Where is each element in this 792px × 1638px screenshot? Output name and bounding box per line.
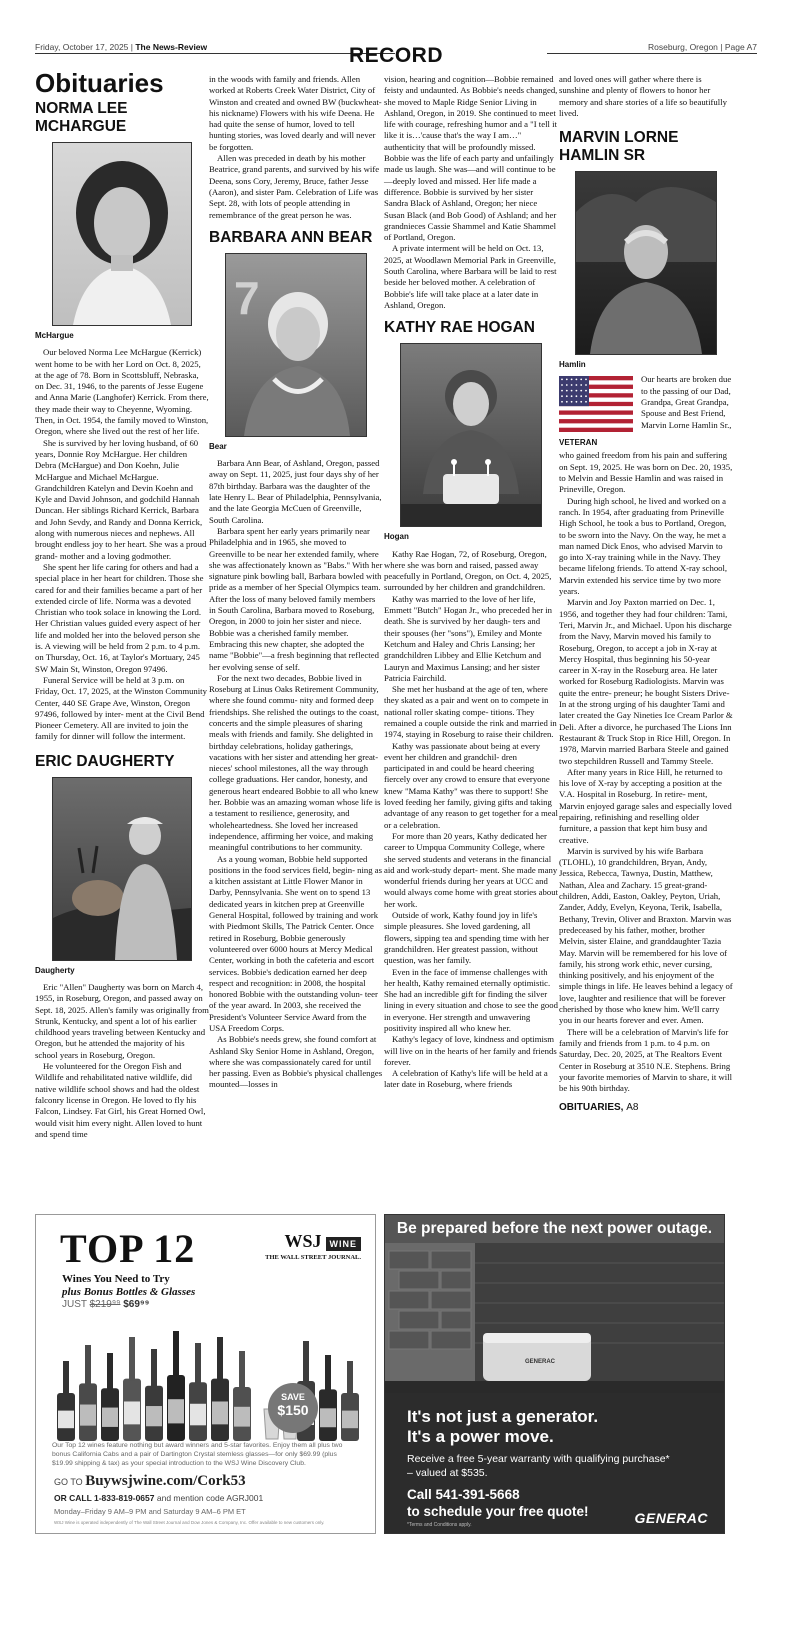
ad-wsj-call-line bbox=[54, 1493, 263, 1503]
daugherty-p1: Eric "Allen" Daugherty was born on March 4, 1955, in Roseburg, Oregon, and passed away on Sept. 18, 2025. Allen's family was originally from Strunk, Kentucky, and spent a lot of his earlier childhood years traveling between Kentucky and Oregon, but he attended the majority of his school years in Roseburg, Oregon. bbox=[35, 981, 209, 1060]
ad-generac-headline2: It's a power move. bbox=[407, 1427, 554, 1446]
column-4 bbox=[559, 74, 733, 1114]
flag-star bbox=[566, 401, 568, 403]
caption-daugherty: Daugherty bbox=[35, 965, 75, 975]
column-1 bbox=[35, 70, 209, 1140]
flag-star bbox=[576, 390, 578, 392]
flag-stripe bbox=[559, 420, 633, 425]
flag-star bbox=[571, 390, 573, 392]
daugherty-cont-p2: Allen was preceded in death by his mother Beatrice, grand parents, and survived by his wife Deena, sons Cory, Jeremy, Bruce, father Jesse (Aaron), and sister Pam. Celebration of Life was Sept. 28, with lots of people attending in remembrance of the great person he was. bbox=[209, 153, 380, 220]
flag-star bbox=[571, 396, 573, 398]
wine-bottle bbox=[211, 1337, 229, 1441]
flag-star bbox=[561, 390, 563, 392]
flag-stripe bbox=[559, 407, 633, 412]
hogan-p6: Outside of work, Kathy found joy in life's simple pleasures. She loved gardening, all flowers, sipping tea and spending time with her grandchildren. Her greatest passion, without question, was her family. bbox=[384, 910, 550, 966]
bear-cont-p2: A private interment will be held on Oct. 13, 2025, at Woodlawn Memorial Park in Greenville, South Carolina, where Barbara will be laid to rest beside her beloved mother. A celebration of Bobbie's life will take place at a later date in Ashland, Oregon. bbox=[384, 243, 557, 310]
jump-line bbox=[559, 1102, 733, 1113]
flag-star bbox=[585, 396, 587, 398]
masthead bbox=[35, 40, 757, 68]
hamlin-veteran-block bbox=[559, 376, 733, 450]
flag-star bbox=[561, 379, 563, 381]
flag-star bbox=[576, 396, 578, 398]
masthead-date: Friday, October 17, 2025 | The News-Review bbox=[35, 42, 208, 52]
jump-page[interactable]: A8 bbox=[626, 1102, 639, 1114]
ad-wsj-hours: Monday–Friday 9 AM–9 PM and Saturday 9 AM–6 PM ET bbox=[54, 1507, 246, 1516]
ad-wsj-new-price: $69⁹⁹ bbox=[123, 1299, 150, 1310]
hogan-p3: She met her husband at the age of ten, where they skated as a pair and went on to compete in national roller skating compe- titions. They remained a couple outside the rink and married in 1974, staying in Roseburg to raise their children. bbox=[384, 684, 557, 740]
ad-generac-call1[interactable]: Call 541-391-5668 bbox=[407, 1487, 520, 1502]
portrait-daugherty bbox=[53, 778, 191, 960]
wine-bottle bbox=[57, 1361, 75, 1441]
flag-star bbox=[561, 396, 563, 398]
flag-star bbox=[566, 385, 568, 387]
ad-wsj-goto-line bbox=[54, 1473, 246, 1490]
ad-wsj-goto: GO TO bbox=[54, 1477, 83, 1487]
photo-mchargue bbox=[52, 142, 192, 326]
wine-bottle bbox=[319, 1355, 337, 1441]
ad-wsj-save-amount: $150 bbox=[277, 1402, 309, 1418]
flag-star bbox=[580, 396, 582, 398]
ad-wsj-phone[interactable]: OR CALL 1-833-819-0657 bbox=[54, 1493, 155, 1503]
portrait-hamlin bbox=[576, 172, 716, 354]
column-3 bbox=[384, 74, 558, 1091]
ad-wsj-url[interactable]: Buywsjwine.com/Cork53 bbox=[85, 1473, 246, 1489]
caption-hamlin: Hamlin bbox=[559, 360, 586, 370]
flag-star bbox=[585, 385, 587, 387]
photo-daugherty bbox=[52, 777, 192, 961]
wine-bottle bbox=[341, 1361, 359, 1441]
hogan-p2: Kathy was married to the love of her life, Emmett "Butch" Hogan Jr., who preceded her in death. She is survived by her daugh- ters and their spouses (her "sons"), Emiley and Monte Ketchum and Haley and Chris Lansing; her grandchildren Libbey and Ellie Ketchum and Lauryn and Maximus Lansing; and her sister Patricia Fairchild. bbox=[384, 593, 553, 683]
mchargue-p4: Funeral Service will be held at 3 p.m. on Friday, Oct. 17, 2025, at the Winston Community Center, 440 SE Grape Ave, Winston, Oregon 97496, followed by inter- ment at the Civil Bend Pioneer Cemetery. All are invited to join the family for dinner will follow the interment. bbox=[35, 674, 207, 742]
flag-star bbox=[566, 379, 568, 381]
ad-wsj-fine-print: WSJ Wine is operated independently of The Wall Street Journal and Dow Jones & Company, Inc. Offer available to new customers only. bbox=[54, 1520, 325, 1525]
bear-p5: As Bobbie's needs grew, she found comfort at Ashland Sky Senior Home in Ashland, Oregon, where she was compassionately cared for until her passing. Even as Bobbie's physical challenges mounted—losses in bbox=[209, 1034, 383, 1090]
ad-wsj-headline: TOP 12 bbox=[60, 1226, 196, 1271]
flag-star bbox=[561, 401, 563, 403]
caption-bear: Bear bbox=[209, 441, 227, 451]
obit-name-mchargue: NORMA LEE MCHARGUE bbox=[35, 100, 128, 135]
obit-name-hamlin: MARVIN LORNE HAMLIN SR bbox=[559, 129, 679, 165]
flag-star bbox=[580, 379, 582, 381]
ad-wsj-brand-wine: WINE bbox=[326, 1237, 362, 1251]
us-flag-icon bbox=[559, 376, 633, 432]
masthead-paper: The News-Review bbox=[135, 42, 208, 52]
wine-bottle bbox=[123, 1337, 141, 1441]
svg-text:7: 7 bbox=[234, 271, 260, 324]
wine-bottle bbox=[167, 1331, 185, 1441]
flag-canton bbox=[559, 376, 589, 406]
veteran-flag-block bbox=[559, 376, 633, 448]
ad-wsj-save-badge bbox=[268, 1383, 318, 1433]
wine-bottle bbox=[233, 1351, 251, 1441]
obituaries-heading: Obituaries bbox=[35, 68, 164, 98]
flag-star bbox=[561, 385, 563, 387]
hamlin-intro-cont: who gained freedom from his pain and suffering on Sept. 19, 2025. He was born on Dec. 20, 1935, to Melvin and Bessie Hamlin and was raised in Prineville, Oregon. bbox=[559, 450, 733, 495]
bear-p1: Barbara Ann Bear, of Ashland, Oregon, passed away on Sept. 11, 2025, just four days shy of her 87th birthday. Barbara was the daughter of the late Henry L. Bear of Philadelphia, Pennsylvania, and the late Georgia McCuen of Greenville, South Carolina. bbox=[209, 458, 382, 525]
ad-wsj-price-row bbox=[62, 1299, 149, 1310]
photo-hamlin bbox=[575, 171, 717, 355]
hogan-cont-p1: and loved ones will gather where there is sunshine and plenty of flowers to honor her memory and share stories of a life so beautifully lived. bbox=[559, 74, 727, 118]
column-2 bbox=[209, 74, 383, 1091]
hogan-p9: A celebration of Kathy's life will be held at a later date in Roseburg, where friends bbox=[384, 1068, 548, 1090]
ad-wsj-old-price: $219⁹⁹ bbox=[89, 1299, 121, 1310]
flag-star bbox=[580, 385, 582, 387]
ad-generac-call2: to schedule your free quote! bbox=[407, 1504, 589, 1519]
wine-bottle bbox=[189, 1343, 207, 1441]
hogan-p8: Kathy's legacy of love, kindness and optimism will live on in the hearts of her family and friends forever. bbox=[384, 1034, 557, 1067]
obit-name-hogan: KATHY RAE HOGAN bbox=[384, 319, 535, 337]
caption-hogan: Hogan bbox=[384, 532, 409, 542]
flag-star bbox=[566, 390, 568, 392]
daugherty-p2: He volunteered for the Oregon Fish and Wildlife and rehabilitated native wildlife, did native wildlife school shows and had the oldest falconry license in Oregon. He loved to fly his Falcon, Lindsey. Fat Girl, his Great Horned Owl, would visit him every night. Allen loved to hunt and spend time bbox=[35, 1061, 206, 1139]
masthead-location: Roseburg, Oregon | Page A7 bbox=[647, 42, 757, 52]
flag-star bbox=[580, 401, 582, 403]
ad-wsj-mention: and mention code AGRJ001 bbox=[156, 1493, 264, 1503]
portrait-hogan bbox=[401, 344, 541, 526]
flag-star bbox=[580, 390, 582, 392]
caption-mchargue: McHargue bbox=[35, 331, 74, 340]
mchargue-p1: Our beloved Norma Lee McHargue (Kerrick) went home to be with her Lord on Oct. 8, 2025, at the age of 78. Born in Scottsbluff, Nebraska, on Dec. 31, 1946, to the parents of Jesse Eugene and Anna Marie (Langhofer) Kerrick. From there, they made their way to Cheyenne, Wyoming. Then, in Oct. 1954, the family moved to Winston, Oregon, where she lived out the rest of her life. bbox=[35, 347, 209, 437]
ad-wsj-body: Our Top 12 wines feature nothing but award winners and 5-star favorites. Enjoy them all plus two bonus California Cabs and a pair of Dartington Crystal stemless glasses—for only $69.99 (plus $19.99 shipping & tax) as your special introduction to the WSJ Wine Discovery Club. bbox=[52, 1442, 343, 1467]
hogan-p7: Even in the face of immense challenges with her health, Kathy remained eternally optimistic. She had an incredible gift for finding the silver lining in every situation and chose to see the good in everyone. Her strength and unwavering positivity inspired all who knew her. bbox=[384, 966, 558, 1033]
flag-star bbox=[576, 385, 578, 387]
ad-generac-headline1: It's not just a generator. bbox=[407, 1407, 599, 1426]
bear-cont-p1: vision, hearing and cognition—Bobbie remained feisty and undaunted. As Bobbie's needs changed, she moved to Maple Ridge Senior Living in Ashland, Oregon, in 2019. She continued to meet life with courage, refreshing humor and a "I tell it like it is…'cause that's the way I am…" authenticity that will be profoundly missed. Bobbie was the life of each party and unfailingly made us laugh. She was—and will continue to be—deeply loved and missed. Her life made a difference. Bobbie is survived by her sister Sandra Black of Ashland, Oregon; her niece Susan Black (and Bob Good) of Ashland; and her grandnieces Cassie Shammel and Katie Shammel of Portland, Oregon. bbox=[384, 74, 558, 243]
ad-generac-unit-label: GENERAC bbox=[525, 1359, 556, 1365]
jump-label: OBITUARIES, bbox=[559, 1102, 624, 1114]
photo-hogan bbox=[400, 343, 542, 527]
hamlin-intro: Our hearts are broken due to the passing of our Dad, Grandpa, Great Grandpa, Spouse and Best Friend, Marvin Lorne Hamlin Sr., bbox=[641, 374, 732, 430]
hogan-p4: Kathy was passionate about being at every event her children and grandchil- dren participated in and could be heard cheering fiercely over any crowd to ensure that everyone knew "Mama Kathy" was there to support! She loved feeding her family, giving gifts and taking advantage of any reason to get together for a meal or a celebration. bbox=[384, 740, 558, 830]
ad-wsj-wine[interactable] bbox=[35, 1214, 376, 1534]
flag-star bbox=[571, 401, 573, 403]
flag-stripe bbox=[559, 424, 633, 429]
mchargue-p2: She is survived by her loving husband, of 60 years, Donnie Roy McHargue. Her children Debra (McHargue) and Don Koehn, Julie McHargue and Michael McHargue. Grandchildren Katelyn and Devin Koehn and Kyle and David Johnson, and godchild Hannah Duncan. Her siblings Richard Kerrick, Barbara and John Sevdy, and Randy and Donna Kerrick, along with numerous nieces and nephews. All brought endless joy to her heart. She was a proud grand- mother and a loving godmother. bbox=[35, 437, 207, 561]
flag-stripe bbox=[559, 411, 633, 416]
photo-bear bbox=[225, 253, 367, 437]
flag-stripe bbox=[559, 428, 633, 432]
wine-bottle bbox=[79, 1345, 97, 1441]
hamlin-p3: After many years in Rice Hill, he returned to his love of X-ray by accepting a position at the V.A. Hospital in Roseburg. In retire- ment, Marvin enjoyed garage sales and especially loved repairing, refinishing and reselling older furniture, a passion that kept him busy and creative. bbox=[559, 766, 732, 845]
ad-wsj-save-label: SAVE bbox=[281, 1392, 305, 1402]
flag-star bbox=[566, 396, 568, 398]
ad-wsj-bottles-image bbox=[36, 1313, 375, 1443]
ad-generac-terms: *Terms and Conditions apply. bbox=[407, 1522, 472, 1528]
mchargue-p3: She spent her life caring for others and had a special place in her heart for children. Those she cared for and their families became a part of her extended circle of life. Norma was a devoted Christian who took solace in knowing the Lord. Her Christian values guided every aspect of her life and molded her into the beloved person she is. A viewing will be held from 2 p.m. to 4 p.m. on Thursday, Oct. 16, at Taylor's Mortuary, 245 SW Main St, Winston, Oregon 97496. bbox=[35, 561, 204, 674]
hamlin-p4: Marvin is survived by his wife Barbara (TLOHL), 10 grandchildren, Bryan, Andy, Jessica, Rebecca, Tawnya, Dustin, Matthew, Nathan, Alea and Zachary. 15 great-grand- children, Addi, Easton, Oakley, Peyton, Uriah, Zander, Addy, Evelyn, Keyona, Terik, Isabella, Bethany, Trevin, Oliver and Braxton. Marvin was predeceased by his father, mother, brother Melvin, sister Elaine, and granddaughter Tazia May. Marvin will be remembered for his love of family, his strong work ethic, never cursing, thinking positively, and his enjoyment of the simple things in life. He leaves behind a legacy of love, laughter and resilience that will be forever cherished by those who knew him. We'll carry you in our hearts forever and ever. Amen. bbox=[559, 845, 733, 1026]
ad-generac-house-image bbox=[385, 1243, 724, 1393]
bear-p4: As a young woman, Bobbie held supported positions in the food services field, begin- ning as a kitchen assistant at Little Flower Manor in Darby, Pennsylvania. She went on to spend 13 dedicated years in kitchen prep at Greenville General Hospital, followed by training and work with Piedmont Skills, The Patrick Center. Once retired in Roseburg, Bobbie generously volunteered over 6000 hours at Mercy Medical Center, working in both the cafeteria and escort services. Bobbie's dedication earned her deep respect and recognition: in 2008, the hospital honored Bobbie with the outstanding volun- teer of the year award. In 2003, she received the President's Volunteer Service Award from the USA Freedom Corps. bbox=[209, 853, 382, 1033]
obit-name-bear: BARBARA ANN BEAR bbox=[209, 228, 373, 246]
hamlin-p2: Marvin and Joy Paxton married on Dec. 1, 1956, and together they had four children: Tami, Teri, Marvin Jr., and Michael. Upon his discharge from the Navy, Marvin moved his family to Roseburg, Oregon, to accept a job in X-ray at Mercy Hospital, thus beginning his 50-year career in X-ray in the Roseburg area. He later worked for Roseburg Radiologists. Marvin was quite the entre- preneur; he bought Sisters Drive-In at the strong urging of his daughter Tami and later created the Gay Nineties Ice Cream Parlor & Deli. After a divorce, he purchased The Lions Inn Restaurant & Truck Stop in Rice Hill, Oregon. In 1978, Marvin married Barbara Steele and gained two stepchildren Russell and Tammy Steele. bbox=[559, 597, 733, 766]
ad-wsj-sub2: plus Bonus Bottles & Glasses bbox=[62, 1286, 196, 1298]
ad-generac-logo: GENERAC bbox=[634, 1510, 708, 1526]
wine-bottle bbox=[101, 1353, 119, 1441]
hogan-p5: For more than 20 years, Kathy dedicated her career to Umpqua Community College, where she served students and veterans in the financial aid and work-study depart- ment. She made many wonderful friends during her years at UCC and would always come home with great stories about her work. bbox=[384, 830, 558, 909]
flag-star bbox=[576, 401, 578, 403]
flag-star bbox=[585, 401, 587, 403]
ad-wsj-just: JUST bbox=[62, 1299, 87, 1310]
bear-p2: Barbara spent her early years primarily near Philadelphia and in 1965, she moved to Greenville to be near her extended family, where she was affectionately known as "Babs." With her signature pink bowling ball, Barbara bowled with pride as a member of her Special Olympics team. After the loss of many beloved family members in South Carolina, Barbara moved to Roseburg, Oregon, in 2000 to join her sister and niece. Bobbie was a cherished family member. Embracing this new chapter, she adopted the name "Bobbie"—a fresh beginning that reflected her evolving sense of self. bbox=[209, 525, 383, 672]
flag-star bbox=[585, 390, 587, 392]
hamlin-p1: During high school, he lived and worked on a ranch. In 1954, after graduating from Prineville High School, he took a bus to Portland, Oregon, to be sworn into the Navy. On the way, he met a man named Dick Enos, who advised Marvin to go into X-ray training while in the Navy. They became lifelong friends. To attend X-ray school, Marvin extended his service time by two more years. bbox=[559, 495, 728, 597]
ad-generac[interactable] bbox=[384, 1214, 725, 1534]
wine-bottle bbox=[145, 1349, 163, 1441]
veteran-label: VETERAN bbox=[559, 437, 598, 447]
flag-star bbox=[571, 379, 573, 381]
ad-wsj-brand-sub: THE WALL STREET JOURNAL. bbox=[265, 1254, 361, 1261]
portrait-bear bbox=[226, 254, 366, 436]
flag-star bbox=[571, 385, 573, 387]
flag-star bbox=[576, 379, 578, 381]
ad-generac-offer1: Receive a free 5-year warranty with qualifying purchase* bbox=[407, 1453, 670, 1465]
ad-wsj-brand-wsj: WSJ bbox=[284, 1231, 322, 1251]
portrait-mchargue bbox=[53, 143, 191, 325]
ad-generac-banner: Be prepared before the next power outage. bbox=[385, 1215, 724, 1243]
hamlin-p5: There will be a celebration of Marvin's life for family and friends from 1 p.m. to 4 p.m. on Saturday, Dec. 20, 2025, at The Realtors Event Center in Roseburg at 3510 N.E. Stephens. Bring your favorite memories of Marvin to share, it will be his 90th birthday. bbox=[559, 1026, 732, 1094]
bear-p3: For the next two decades, Bobbie lived in Roseburg at Linus Oaks Retirement Community, where she found commu- nity and formed deep friendships. She relished the outings to the coast, concerts and the simple pleasures of sharing meals with friends and family. She delighted in birthday celebrations, holiday gatherings, vacations with her sister and attending her great-nieces' school milestones, all the way through college graduations. Her candor, honesty, and generous heart endeared Bobbie to all who knew her. Bobbie was an amazing woman whose life is a testament to resilience, generosity, and wholeheartedness. She loved her increased independence, affirming her voice, and making meaningful contributions to her community. bbox=[209, 672, 381, 853]
section-title: RECORD bbox=[348, 44, 443, 67]
ad-wsj-brand bbox=[265, 1231, 361, 1261]
flag-stripe bbox=[559, 415, 633, 420]
ad-wsj-sub1: Wines You Need to Try bbox=[62, 1273, 170, 1285]
flag-star bbox=[585, 379, 587, 381]
hogan-p1: Kathy Rae Hogan, 72, of Roseburg, Oregon, where she was born and raised, passed away peacefully in Portland, Oregon, on Oct. 4, 2025, surrounded by her children and grandchildren. bbox=[384, 548, 552, 593]
obit-name-daugherty: ERIC DAUGHERTY bbox=[35, 752, 175, 770]
daugherty-cont-p1: in the woods with family and friends. Allen worked at Roberts Creek Water District, City of Winston and created and owned BW (buckwheat- his nickname) Flowers with his wife Deena. He had quite the sense of humor, loved to tell hunting stories, was loved dearly and will never be forgotten. bbox=[209, 74, 382, 152]
ad-generac-offer2: – valued at $535. bbox=[407, 1467, 488, 1479]
